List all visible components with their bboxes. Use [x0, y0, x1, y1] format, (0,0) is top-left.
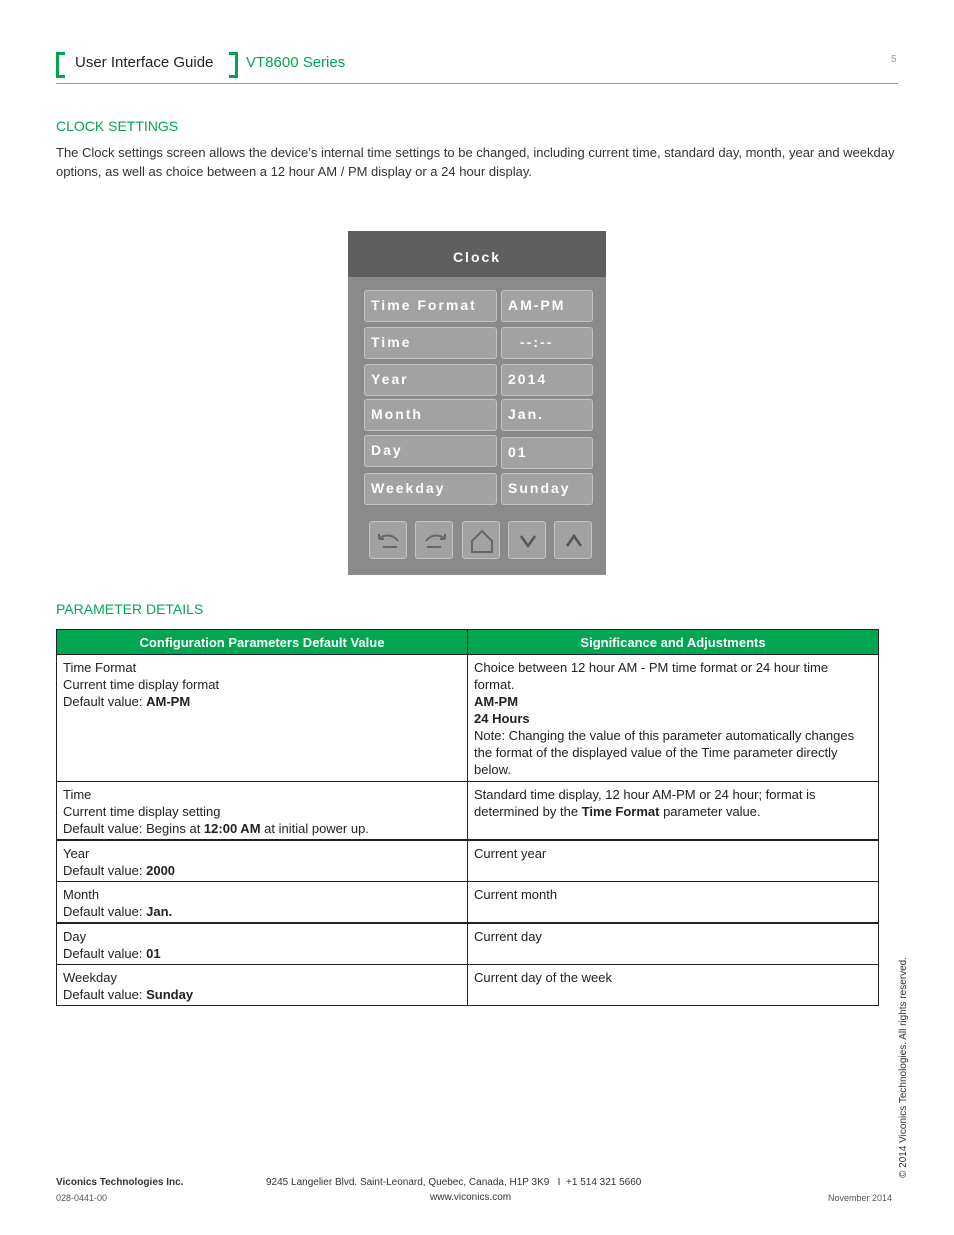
home-icon — [468, 527, 496, 555]
table-row — [57, 923, 879, 965]
month-label-button[interactable]: Month — [364, 399, 497, 431]
weekday-label-button[interactable]: Weekday — [364, 473, 497, 505]
page-header — [56, 52, 898, 76]
footer-website[interactable]: www.viconics.com — [430, 1192, 512, 1203]
default-value: 12:00 AM — [203, 821, 261, 836]
time-format-label-button[interactable]: Time Format — [364, 290, 497, 322]
right-bracket — [229, 52, 238, 78]
series-title: VT8600 Series — [246, 54, 346, 71]
param-cell — [57, 782, 468, 841]
default-value: 2000 — [146, 863, 176, 878]
param-cell — [57, 882, 468, 924]
time-label-button[interactable]: Time — [364, 327, 497, 359]
page-number: 5 — [891, 54, 897, 65]
weekday-value-button[interactable]: Sunday — [501, 473, 593, 505]
clock-settings-intro: The Clock settings screen allows the device’s internal time settings to be changed, including current time, standard day, month, year and weekday options, as well as choice between a 12 hour AM / PM display or a 24 hour display. — [56, 145, 895, 179]
left-bracket — [56, 52, 65, 78]
param-desc: Current time display setting — [63, 804, 221, 819]
default-value: AM-PM — [146, 694, 191, 709]
device-screen-title: Clock — [348, 231, 606, 277]
significance-cell: Current day — [468, 923, 879, 965]
default-prefix: Default value: — [63, 904, 147, 919]
month-value-button[interactable]: Jan. — [501, 399, 593, 431]
significance-note: Note: Changing the value of this parameter automatically changes the format of the displayed value of the Time parameter directly below. — [474, 728, 855, 777]
guide-title: User Interface Guide — [75, 54, 214, 71]
col2-header: Significance and Adjustments — [468, 630, 879, 655]
back-icon — [375, 527, 403, 555]
footer-company: Viconics Technologies Inc. — [56, 1177, 184, 1188]
table-row — [57, 782, 879, 841]
param-desc: Current time display format — [63, 677, 220, 692]
default-suffix: at initial power up. — [260, 821, 369, 836]
clock-device-screen — [348, 231, 606, 575]
back-button[interactable] — [369, 521, 407, 559]
table-row — [57, 882, 879, 924]
home-button[interactable] — [462, 521, 500, 559]
parameter-details-heading: PARAMETER DETAILS — [56, 601, 204, 617]
significance-option-24-hours: 24 Hours — [474, 711, 530, 726]
footer-date: November 2014 — [828, 1193, 893, 1203]
param-cell — [57, 655, 468, 782]
default-prefix: Default value: — [63, 987, 147, 1002]
param-cell — [57, 923, 468, 965]
default-prefix: Default value: — [63, 863, 147, 878]
default-prefix: Default value: — [63, 694, 147, 709]
clock-settings-heading: CLOCK SETTINGS — [56, 118, 179, 134]
col1-header: Configuration Parameters Default Value — [57, 630, 468, 655]
default-value: Jan. — [146, 904, 173, 919]
significance-cell: Current year — [468, 840, 879, 882]
significance-option-am-pm: AM-PM — [474, 694, 519, 709]
significance-text: Standard time display, 12 hour AM-PM or 24 hour; format is determined by the — [474, 787, 816, 819]
significance-cell — [468, 655, 879, 782]
param-name: Year — [63, 846, 90, 861]
significance-cell: Current day of the week — [468, 965, 879, 1006]
param-cell — [57, 965, 468, 1006]
param-name: Day — [63, 929, 87, 944]
default-value: 01 — [146, 946, 161, 961]
param-name: Time Format — [63, 660, 137, 675]
forward-button[interactable] — [415, 521, 453, 559]
significance-cell — [468, 782, 879, 841]
parameter-table — [56, 629, 879, 1006]
param-name: Month — [63, 887, 100, 902]
param-name: Weekday — [63, 970, 117, 985]
significance-bold: Time Format — [581, 804, 660, 819]
up-button[interactable] — [554, 521, 592, 559]
footer-address: 9245 Langelier Blvd. Saint-Leonard, Quebec, Canada, H1P 3K9 I +1 514 321 5660 — [266, 1177, 642, 1188]
copyright-notice: © 2014 Viconics Technologies. All rights reserved. — [898, 956, 909, 1178]
time-value-button[interactable]: --:-- — [501, 327, 593, 359]
param-cell — [57, 840, 468, 882]
default-value: Sunday — [146, 987, 194, 1002]
footer-doc-number: 028-0441-00 — [56, 1193, 108, 1203]
default-prefix: Default value: Begins at — [63, 821, 204, 836]
significance-intro: Choice between 12 hour AM - PM time format or 24 hour time format. — [474, 660, 829, 692]
year-label-button[interactable]: Year — [364, 364, 497, 396]
day-value-button[interactable]: 01 — [501, 437, 593, 469]
significance-text-end: parameter value. — [659, 804, 761, 819]
significance-cell: Current month — [468, 882, 879, 924]
day-label-button[interactable]: Day — [364, 435, 497, 467]
chevron-down-icon — [514, 527, 542, 555]
table-row — [57, 655, 879, 782]
table-header-row — [57, 630, 879, 655]
down-button[interactable] — [508, 521, 546, 559]
header-divider — [56, 83, 898, 84]
time-format-value-button[interactable]: AM-PM — [501, 290, 593, 322]
default-prefix: Default value: — [63, 946, 147, 961]
table-row — [57, 840, 879, 882]
chevron-up-icon — [560, 527, 588, 555]
forward-icon — [421, 527, 449, 555]
table-row — [57, 965, 879, 1006]
param-name: Time — [63, 787, 92, 802]
year-value-button[interactable]: 2014 — [501, 364, 593, 396]
